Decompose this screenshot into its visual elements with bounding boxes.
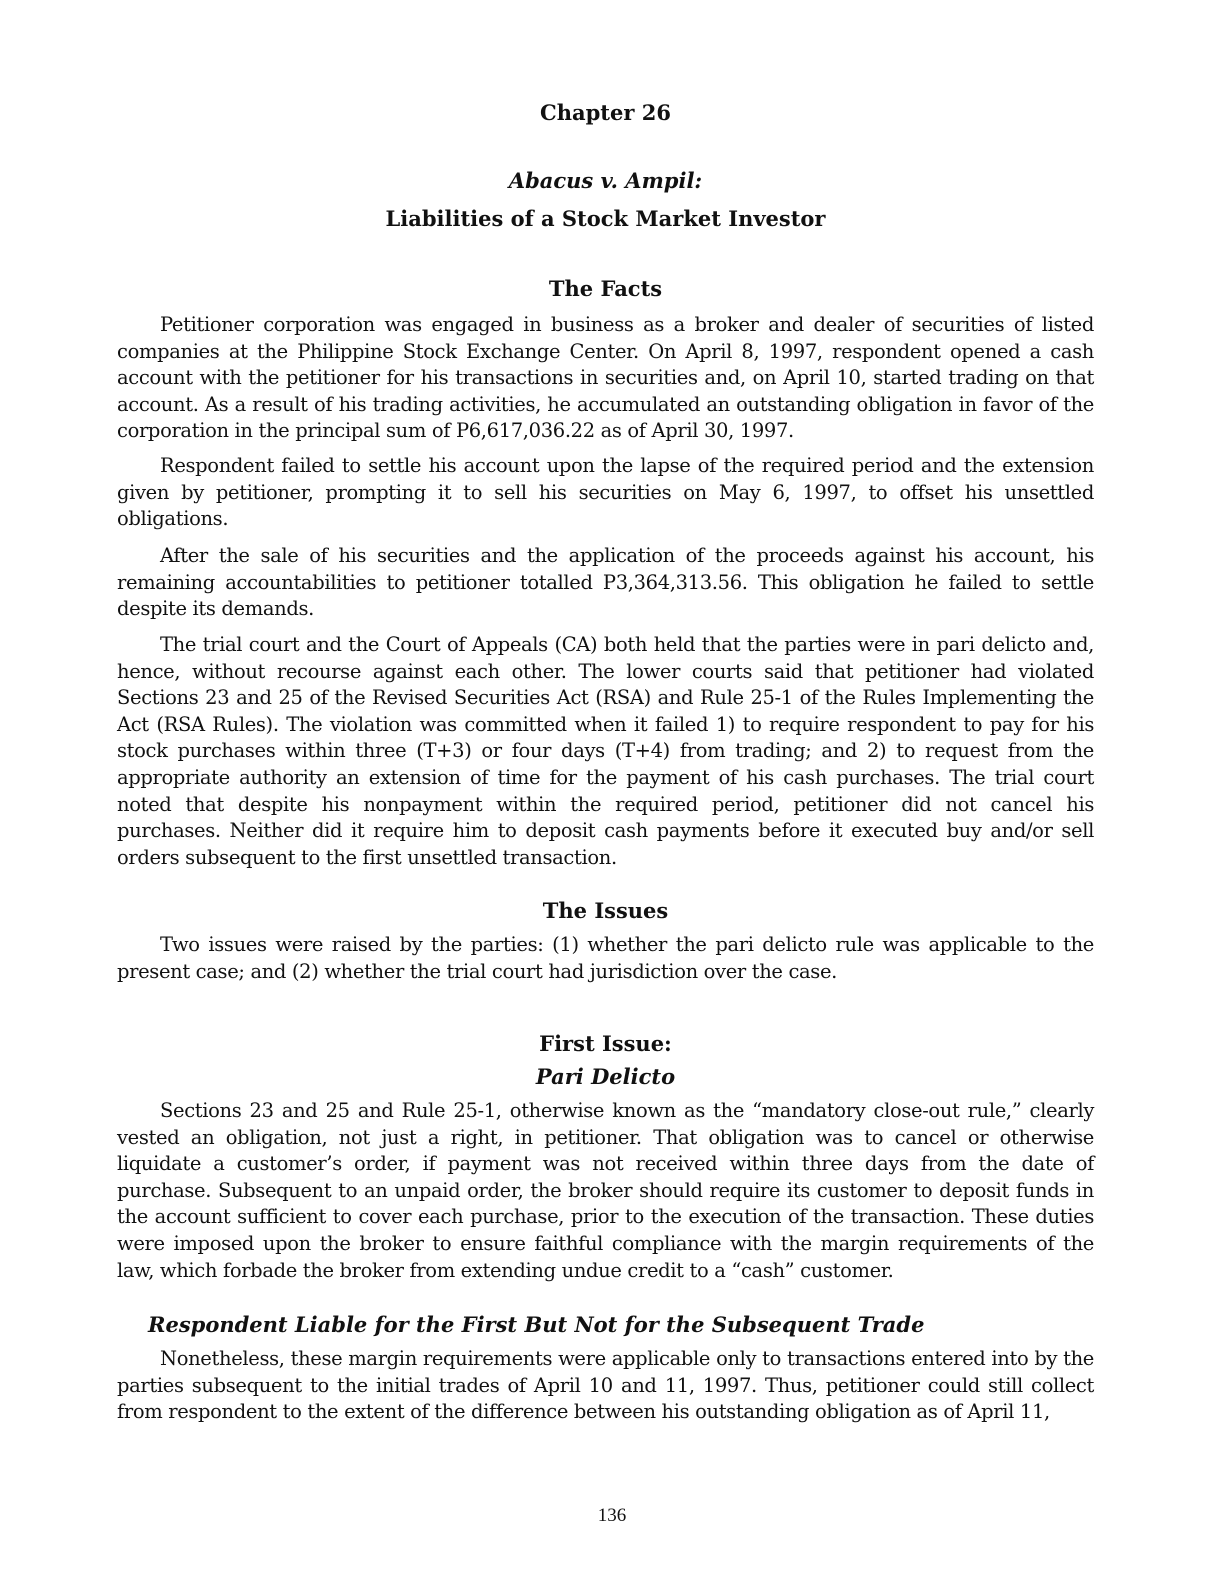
section-subheading-pari-delicto: Pari Delicto [535,1064,676,1089]
chapter-heading: Chapter 26 [540,100,671,125]
section-heading-issues: The Issues [542,898,669,923]
paragraph: Nonetheless, these margin requirements were applicable only to transactions entered into by the parties subsequent to the initial trades of April 10 and 11, 1997. Thus, petitioner could still collect from respondent to the extent of the difference between his outstanding obligation as of April 11, [117,1347,1094,1424]
paragraph: Respondent failed to settle his account upon the lapse of the required period and the extension given by petitioner, prompting it to sell his securities on May 6, 1997, to offset his unsettled obligations. [117,454,1094,531]
paragraph: After the sale of his securities and the application of the proceeds against his account, his remaining accountabilities to petitioner totalled P3,364,313.56. This obligation he failed to settle despite its demands. [117,544,1094,621]
paragraph: Sections 23 and 25 and Rule 25-1, otherwise known as the “mandatory close-out rule,” clearly vested an obligation, not just a right, in petitioner. That obligation was to cancel or otherwise liquidate a customer’s order, if payment was not received within three days from the date of purchase. Subsequent to an unpaid order, the broker should require its customer to deposit funds in the account sufficient to cover each purchase, prior to the execution of the transaction. These duties were imposed upon the broker to ensure faithful compliance with the margin requirements of the law, which forbade the broker from extending undue credit to a “cash” customer. [117,1099,1094,1282]
page-number: 136 [597,1505,627,1526]
side-heading-respondent-liable: Respondent Liable for the First But Not for the Subsequent Trade [148,1312,925,1337]
case-title: Abacus v. Ampil: [508,168,703,193]
paragraph: Petitioner corporation was engaged in business as a broker and dealer of securities of listed companies at the Philippine Stock Exchange Center. On April 8, 1997, respondent opened a cash account with the petitioner for his transactions in securities and, on April 10, started trading on that account. As a result of his trading activities, he accumulated an outstanding obligation in favor of the corporation in the principal sum of P6,617,036.22 as of April 30, 1997. [117,313,1094,443]
section-heading-first-issue: First Issue: [539,1031,672,1056]
chapter-subtitle: Liabilities of a Stock Market Investor [385,206,826,231]
section-heading-facts: The Facts [548,276,663,301]
paragraph: The trial court and the Court of Appeals (CA) both held that the parties were in pari delicto and, hence, without recourse against each other. The lower courts said that petitioner had violated Sections 23 and 25 of the Revised Securities Act (RSA) and Rule 25-1 of the Rules Implementing the Act (RSA Rules). The violation was committed when it failed 1) to require respondent to pay for his stock purchases within three (T+3) or four days (T+4) from trading; and 2) to request from the appropriate authority an extension of time for the payment of his cash purchases. The trial court noted that despite his nonpayment within the required period, petitioner did not cancel his purchases. Neither did it require him to deposit cash payments before it executed buy and/or sell orders subsequent to the first unsettled transaction. [117,633,1094,869]
paragraph: Two issues were raised by the parties: (1) whether the pari delicto rule was applicable to the present case; and (2) whether the trial court had jurisdiction over the case. [117,933,1094,983]
document-page [117,0,1094,1584]
